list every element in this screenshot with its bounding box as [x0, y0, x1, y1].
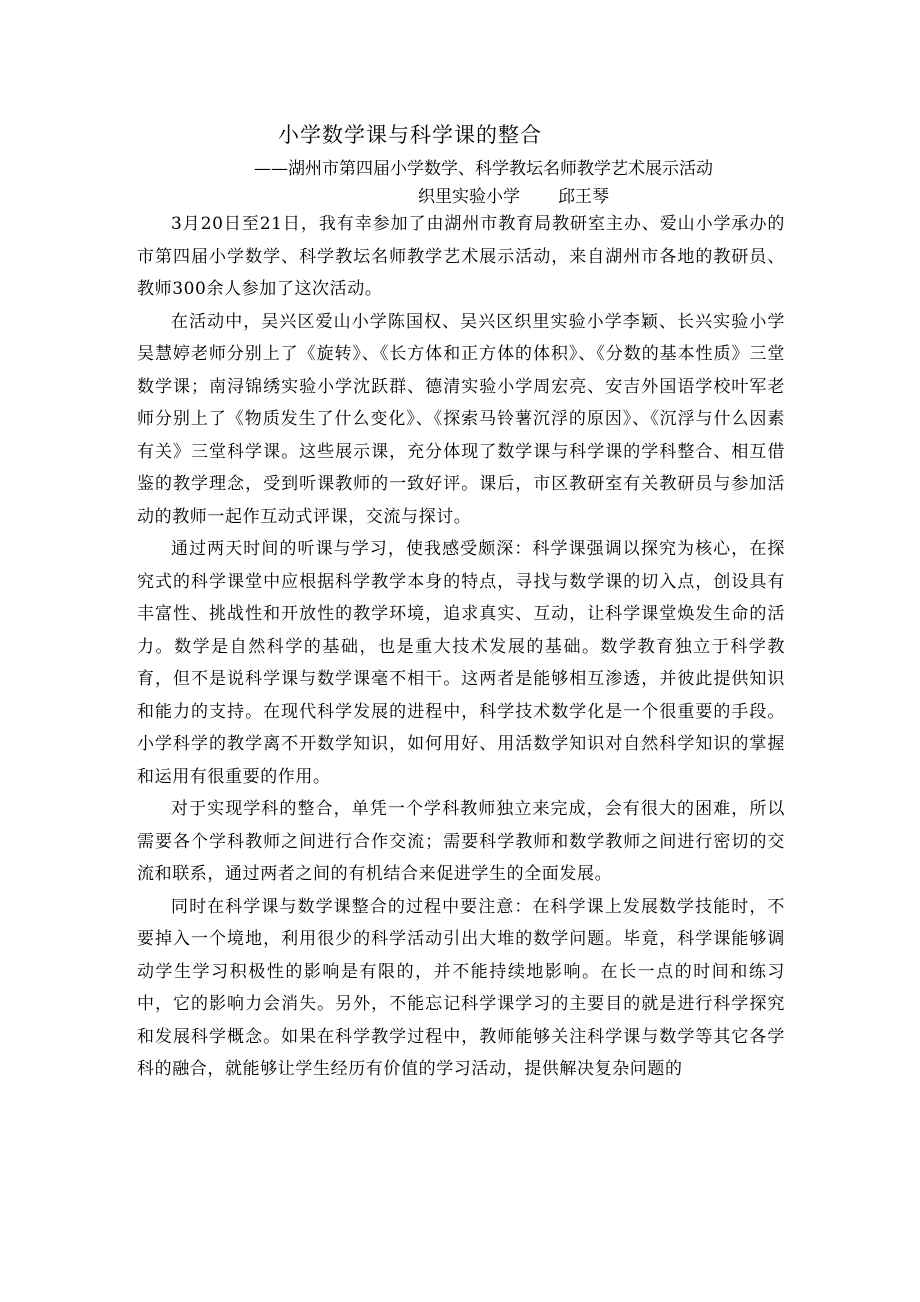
document-body — [137, 208, 785, 1086]
paragraph-4: 对于实现学科的整合，单凭一个学科教师独立来完成，会有很大的困难，所以需要各个学科教师之间进行合作交流；需要科学教师和数学教师之间进行密切的交流和联系，通过两者之间的有机结合来促进学生的全面发展。 — [137, 799, 785, 884]
paragraph-5: 同时在科学课与数学课整合的过程中要注意：在科学课上发展数学技能时，不要掉入一个境地，利用很少的科学活动引出大堆的数学问题。毕竟，科学课能够调动学生学习积极性的影响是有限的，并不能持续地影响。在长一点的时间和练习中，它的影响力会消失。另外，不能忘记科学课学习的主要目的就是进行科学探究和发展科学概念。如果在科学教学过程中，教师能够关注科学课与数学等其它各学科的融合，就能够让学生经历有价值的学习活动，提供解决复杂问题的 — [137, 896, 785, 1079]
author-name: 邱王琴 — [558, 187, 609, 207]
paragraph-3: 通过两天时间的听课与学习，使我感受颇深：科学课强调以探究为核心，在探究式的科学课堂中应根据科学教学本身的特点，寻找与数学课的切入点，创设具有丰富性、挑战性和开放性的教学环境，追求真实、互动，让科学课堂焕发生命的活力。数学是自然科学的基础，也是重大技术发展的基础。数学教育独立于科学教育，但不是说科学课与数学课毫不相干。这两者是能够相互渗透，并彼此提供知识和能力的支持。在现代科学发展的进程中，科学技术数学化是一个很重要的手段。小学科学的教学离不开数学知识，如何用好、用活数学知识对自然科学知识的掌握和运用有很重要的作用。 — [137, 539, 785, 787]
paragraph-2: 在活动中，吴兴区爱山小学陈国权、吴兴区织里实验小学李颖、长兴实验小学吴慧婷老师分别上了《旋转》、《长方体和正方体的体积》、《分数的基本性质》三堂数学课；南浔锦绣实验小学沈跃群、德清实验小学周宏亮、安吉外国语学校叶军老师分别上了《物质发生了什么变化》、《探索马铃薯沉浮的原因》、《沉浮与什么因素有关》三堂科学课。这些展示课，充分体现了数学课与科学课的学科整合、相互借鉴的教学理念，受到听课教师的一致好评。课后，市区教研室有关教研员与参加活动的教师一起作互动式评课，交流与探讨。 — [137, 311, 785, 527]
document-title: 小学数学课与科学课的整合 — [278, 123, 542, 147]
paragraph-1: 3月20日至21日，我有幸参加了由湖州市教育局教研室主办、爱山小学承办的市第四届小学数学、科学教坛名师教学艺术展示活动，来自湖州市各地的教研员、教师300余人参加了这次活动。 — [137, 214, 785, 299]
byline — [418, 185, 609, 209]
document-subtitle: ——湖州市第四届小学数学、科学教坛名师教学艺术展示活动 — [254, 159, 713, 179]
school-name: 织里实验小学 — [418, 187, 520, 207]
